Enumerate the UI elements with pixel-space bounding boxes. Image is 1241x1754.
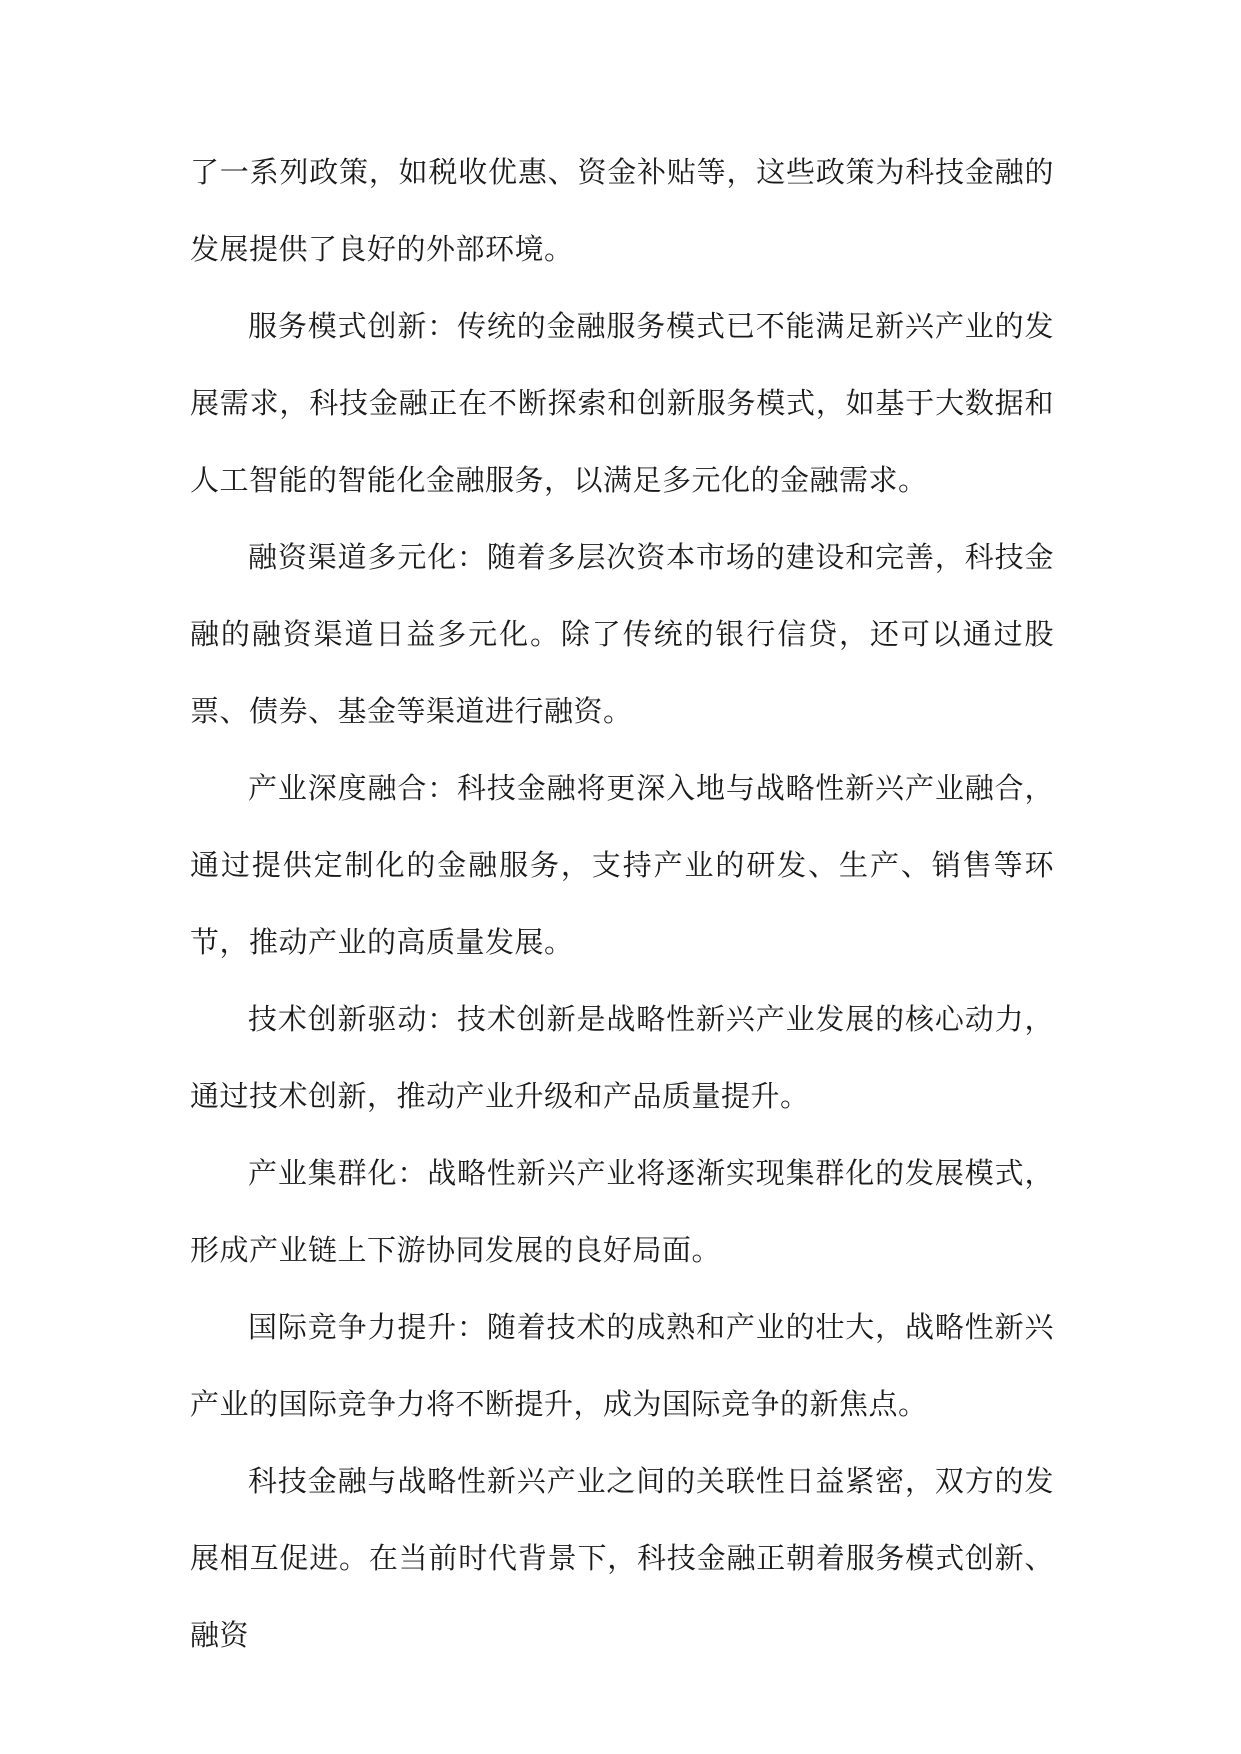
paragraph-service-model: 服务模式创新：传统的金融服务模式已不能满足新兴产业的发展需求，科技金融正在不断探索和创新服务模式，如基于大数据和人工智能的智能化金融服务，以满足多元化的金融需求。 [190, 309, 1054, 497]
paragraph-financing-channels: 融资渠道多元化：随着多层次资本市场的建设和完善，科技金融的融资渠道日益多元化。除了传统的银行信贷，还可以通过股票、债券、基金等渠道进行融资。 [190, 540, 1054, 728]
paragraph-industry-integration: 产业深度融合：科技金融将更深入地与战略性新兴产业融合，通过提供定制化的金融服务，支持产业的研发、生产、销售等环节，推动产业的高质量发展。 [190, 771, 1054, 959]
paragraph-tech-innovation: 技术创新驱动：技术创新是战略性新兴产业发展的核心动力，通过技术创新，推动产业升级和产品质量提升。 [190, 1002, 1054, 1113]
paragraph-international-competitiveness: 国际竞争力提升：随着技术的成熟和产业的壮大，战略性新兴产业的国际竞争力将不断提升，成为国际竞争的新焦点。 [190, 1310, 1054, 1421]
paragraph-industry-cluster: 产业集群化：战略性新兴产业将逐渐实现集群化的发展模式，形成产业链上下游协同发展的良好局面。 [190, 1156, 1054, 1267]
body-text [190, 134, 1054, 1674]
paragraph-summary: 科技金融与战略性新兴产业之间的关联性日益紧密，双方的发展相互促进。在当前时代背景下，科技金融正朝着服务模式创新、融资 [190, 1464, 1054, 1652]
paragraph-continuation: 了一系列政策，如税收优惠、资金补贴等，这些政策为科技金融的发展提供了良好的外部环境。 [190, 155, 1054, 266]
